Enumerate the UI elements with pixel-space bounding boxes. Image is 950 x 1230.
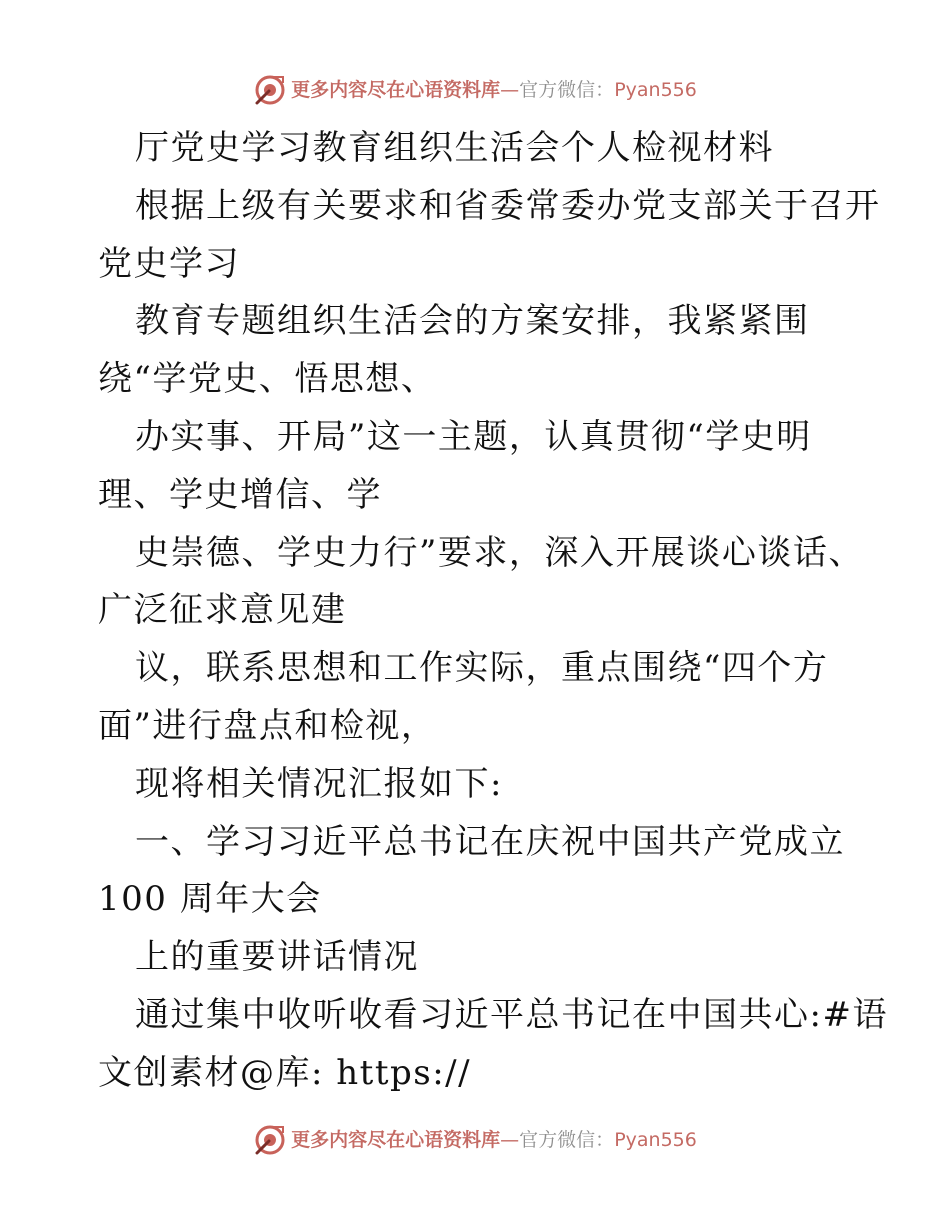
pen-logo-icon <box>253 1123 287 1157</box>
watermark-account: Pyan556 <box>614 1129 697 1151</box>
watermark-account: Pyan556 <box>614 79 697 101</box>
text-line: 面”进行盘点和检视， <box>98 705 437 746</box>
text-line: 一、学习习近平总书记在庆祝中国共产党成立 <box>135 821 845 862</box>
text-line: 广泛征求意见建 <box>98 590 347 631</box>
text-line: 厅党史学习教育组织生活会个人检视材料 <box>135 128 774 168</box>
watermark-label: 官方微信： <box>519 1129 615 1151</box>
text-line: 理、学史增信、学 <box>98 474 382 515</box>
watermark-text <box>291 1120 697 1160</box>
pen-logo-icon <box>253 73 287 107</box>
text-line: 根据上级有关要求和省委常委办党支部关于召开 <box>135 185 881 226</box>
footer-watermark-banner <box>0 1120 950 1160</box>
watermark-dash: — <box>500 1129 520 1151</box>
text-line: 议，联系思想和工作实际，重点围绕“四个方 <box>135 648 829 689</box>
text-line: 上的重要讲话情况 <box>135 937 419 978</box>
text-line: 通过集中收听收看习近平总书记在中国共心:#语 <box>135 994 888 1035</box>
watermark-site: 更多内容尽在心语资料库 <box>291 1129 501 1151</box>
text-line: 办实事、开局”这一主题，认真贯彻“学史明 <box>135 416 812 457</box>
text-line: 现将相关情况汇报如下: <box>135 763 503 804</box>
header-watermark-banner <box>0 70 950 110</box>
text-line: 100 周年大会 <box>98 879 322 920</box>
text-line: 史崇德、学史力行”要求，深入开展谈心谈话、 <box>135 532 864 573</box>
watermark-label: 官方微信： <box>519 79 615 101</box>
watermark-dash: — <box>500 79 520 101</box>
text-line: 文创素材@库: https:// <box>98 1052 472 1093</box>
document-body <box>98 120 888 1103</box>
watermark-site: 更多内容尽在心语资料库 <box>291 79 501 101</box>
watermark-text <box>291 70 697 110</box>
text-line: 党史学习 <box>98 243 240 284</box>
text-line: 绕“学党史、悟思想、 <box>98 359 437 400</box>
text-line: 教育专题组织生活会的方案安排，我紧紧围 <box>135 301 810 342</box>
